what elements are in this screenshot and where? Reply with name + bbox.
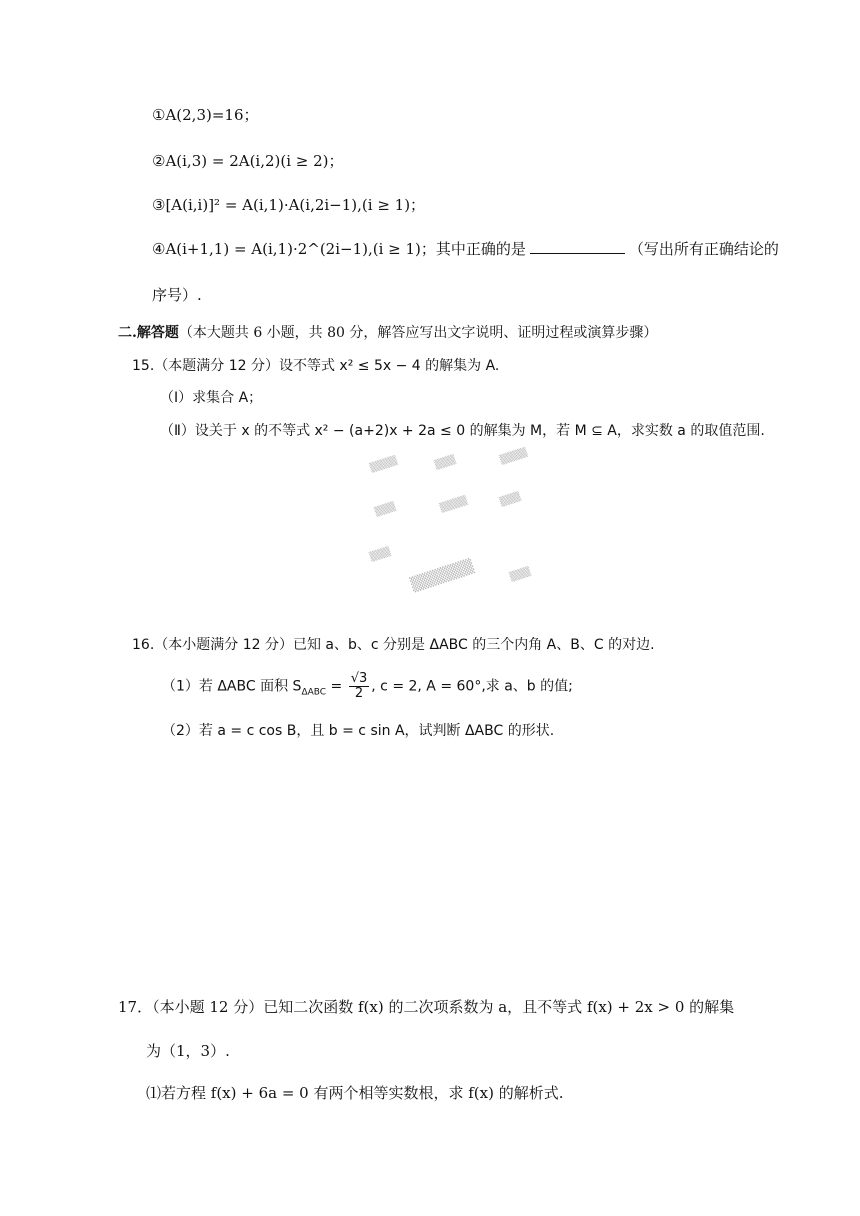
watermark-mark: ▒▒▒▒ xyxy=(499,447,529,467)
item-4-continued: 序号）. xyxy=(152,286,202,304)
watermark-mark: ▒▒▒ xyxy=(373,502,397,518)
q16-part1-eq: = xyxy=(326,678,347,695)
q15-part2: （Ⅱ）设关于 x 的不等式 x² − (a+2)x + 2a ≤ 0 的解集为 M，若 M ⊆ A，求实数 a 的取值范围. xyxy=(160,423,765,439)
fraction-numerator: √3 xyxy=(350,671,368,686)
watermark-graphic xyxy=(350,440,550,610)
item-4 xyxy=(152,238,779,259)
q15-heading: 15.（本题满分 12 分）设不等式 x² ≤ 5x − 4 的解集为 A. xyxy=(132,358,500,374)
watermark-mark: ▒▒▒ xyxy=(368,547,392,563)
section-description: （本大题共 6 小题，共 80 分，解答应写出文字说明、证明过程或演算步骤） xyxy=(178,325,658,341)
watermark-mark: ▒▒▒▒ xyxy=(439,495,469,515)
item-2: ②A(i,3) = 2A(i,2)(i ≥ 2)； xyxy=(152,152,344,170)
item-1: ①A(2,3)=16； xyxy=(152,106,259,124)
q17-heading-continued: 为（1，3）. xyxy=(146,1042,230,1060)
watermark-mark: ▒▒▒▒▒▒ xyxy=(409,558,476,594)
item-4-tail: （写出所有正确结论的 xyxy=(628,240,779,258)
section-title: 二.解答题 xyxy=(118,325,179,341)
section-heading xyxy=(118,322,657,342)
fraction-denominator: 2 xyxy=(354,686,364,701)
fraction xyxy=(349,672,370,701)
q16-part1-subscript: ΔABC xyxy=(301,687,327,698)
item-3: ③[A(i,i)]² = A(i,1)·A(i,2i−1),(i ≥ 1)； xyxy=(152,196,426,214)
q16-heading: 16.（本小题满分 12 分）已知 a、b、c 分别是 ΔABC 的三个内角 A、B、C 的对边. xyxy=(132,637,655,653)
q17-heading: 17．（本小题 12 分）已知二次函数 f(x) 的二次项系数为 a，且不等式 f(x) + 2x > 0 的解集 xyxy=(118,998,735,1016)
q16-part1 xyxy=(162,672,573,701)
watermark-mark: ▒▒▒ xyxy=(433,455,457,471)
q15-part1: （Ⅰ）求集合 A； xyxy=(160,390,263,406)
watermark-mark: ▒▒▒ xyxy=(498,492,522,508)
q16-part1-post: , c = 2, A = 60°,求 a、b 的值; xyxy=(371,678,573,695)
q16-part1-pre: （1）若 ΔABC 面积 S xyxy=(162,678,302,695)
watermark-mark: ▒▒▒▒ xyxy=(369,455,399,475)
item-4-main: ④A(i+1,1) = A(i,1)·2^(2i−1),(i ≥ 1)；其中正确的是 xyxy=(152,240,526,258)
q16-part2: （2）若 a = c cos B，且 b = c sin A，试判断 ΔABC 的形状. xyxy=(162,723,555,739)
answer-blank xyxy=(530,239,625,254)
q17-part1: ⑴若方程 f(x) + 6a = 0 有两个相等实数根，求 f(x) 的解析式. xyxy=(146,1084,564,1102)
watermark-mark: ▒▒▒ xyxy=(508,567,532,583)
